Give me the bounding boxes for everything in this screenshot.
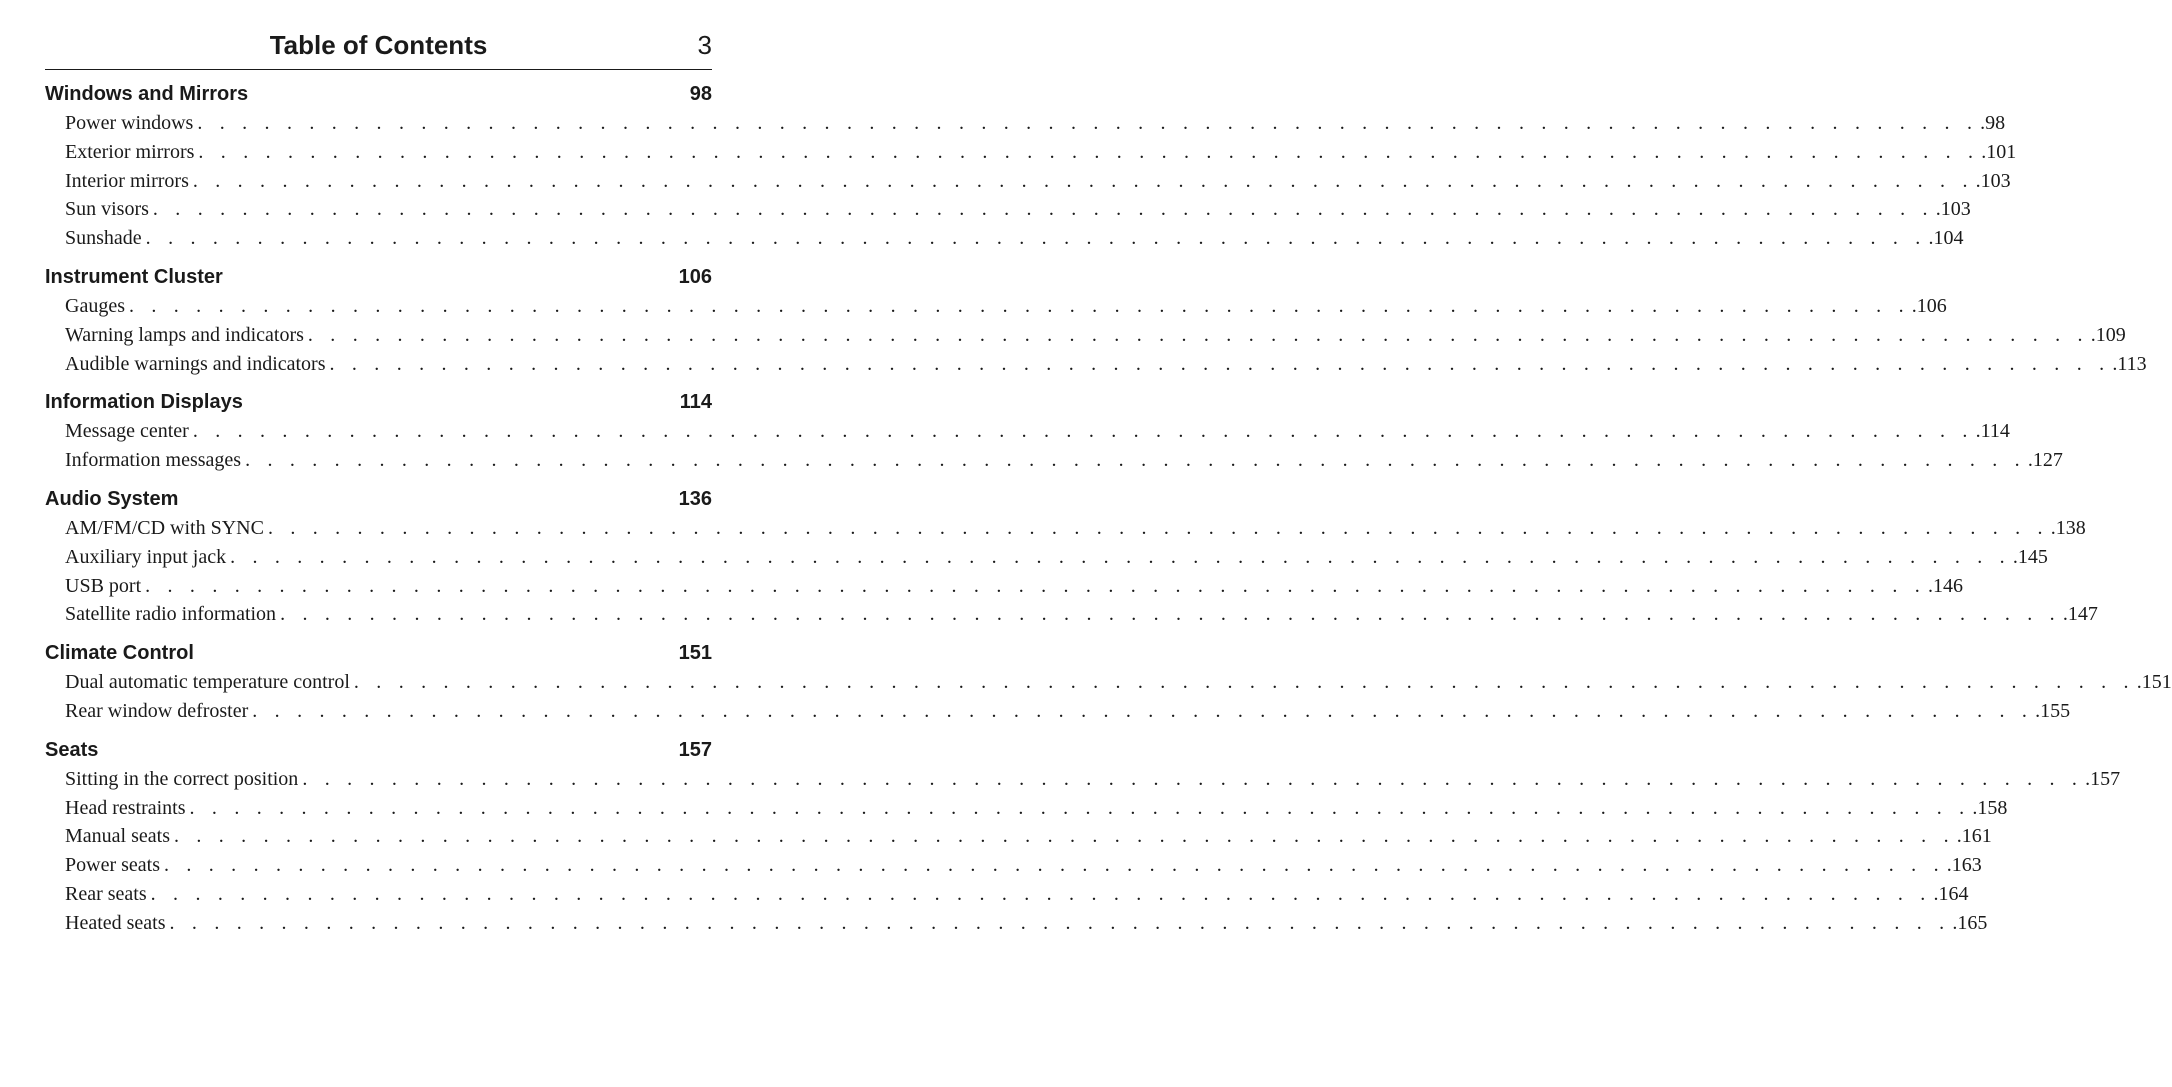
toc-entry[interactable] <box>45 417 2010 446</box>
entry-page: .103 <box>1935 198 1971 221</box>
section-page: 136 <box>678 487 712 510</box>
entry-label: Information messages <box>65 449 242 472</box>
section-page: 114 <box>679 391 712 414</box>
toc-entry[interactable] <box>45 195 1971 224</box>
entry-page: .103 <box>1975 169 2011 192</box>
entry-page: .113 <box>2112 352 2147 375</box>
toc-entry[interactable] <box>45 572 1963 601</box>
entry-label: Power seats <box>65 854 160 877</box>
toc-entry[interactable] <box>45 851 1982 880</box>
dot-leader: . . . . . . . . . . . . . . . . . . . . . . . . . . . . . . . . . . . . . . . . . . . . . . . . . . . . . . . . . . . . . . . . . . . . . . . . . . . . . . . . <box>128 294 1910 317</box>
entry-page: .163 <box>1946 854 1982 877</box>
dot-leader: . . . . . . . . . . . . . . . . . . . . . . . . . . . . . . . . . . . . . . . . . . . . . . . . . . . . . . . . . . . . . . . . . . . . . . . . . . . . . . . . <box>198 140 1980 163</box>
dot-leader: . . . . . . . . . . . . . . . . . . . . . . . . . . . . . . . . . . . . . . . . . . . . . . . . . . . . . . . . . . . . . . . . . . . . . . . . . . . . . . . . <box>173 825 1955 848</box>
entry-page: .101 <box>1981 140 2017 163</box>
dot-leader: . . . . . . . . . . . . . . . . . . . . . . . . . . . . . . . . . . . . . . . . . . . . . . . . . . . . . . . . . . . . . . . . . . . . . . . . . . . . . . . . <box>252 699 2034 722</box>
toc-entry[interactable] <box>45 224 1964 253</box>
toc-section <box>45 639 2172 726</box>
section-page: 106 <box>678 265 712 288</box>
entry-page: .145 <box>2012 545 2048 568</box>
dot-leader: . . . . . . . . . . . . . . . . . . . . . . . . . . . . . . . . . . . . . . . . . . . . . . . . . . . . . . . . . . . . . . . . . . . . . . . . . . . . . . . . <box>353 671 2135 694</box>
entry-label: Power windows <box>65 112 194 134</box>
entry-page: .138 <box>2050 516 2086 539</box>
section-heading[interactable] <box>45 263 712 292</box>
page-number: 3 <box>697 30 712 60</box>
entry-label: Auxiliary input jack <box>65 545 227 568</box>
entry-page: .158 <box>1972 796 2008 819</box>
toc-section <box>45 80 2017 253</box>
entry-label: Sitting in the correct position <box>65 767 299 790</box>
entry-page: .151 <box>2136 671 2172 694</box>
entry-label: Manual seats <box>65 825 170 848</box>
page-header <box>45 28 712 70</box>
dot-leader: . . . . . . . . . . . . . . . . . . . . . . . . . . . . . . . . . . . . . . . . . . . . . . . . . . . . . . . . . . . . . . . . . . . . . . . . . . . . . . . . <box>280 603 2061 626</box>
dot-leader: . . . . . . . . . . . . . . . . . . . . . . . . . . . . . . . . . . . . . . . . . . . . . . . . . . . . . . . . . . . . . . . . . . . . . . . . . . . . . . . . <box>245 449 2026 472</box>
dot-leader: . . . . . . . . . . . . . . . . . . . . . . . . . . . . . . . . . . . . . . . . . . . . . . . . . . . . . . . . . . . . . . . . . . . . . . . . . . . . . . . . <box>192 169 1974 192</box>
dot-leader: . . . . . . . . . . . . . . . . . . . . . . . . . . . . . . . . . . . . . . . . . . . . . . . . . . . . . . . . . . . . . . . . . . . . . . . . . . . . . . . . <box>163 854 1945 877</box>
entry-label: Head restraints <box>65 796 186 819</box>
section-heading[interactable] <box>45 388 712 417</box>
toc-section <box>45 388 2063 475</box>
dot-leader: . . . . . . . . . . . . . . . . . . . . . . . . . . . . . . . . . . . . . . . . . . . . . . . . . . . . . . . . . . . . . . . . . . . . . . . . . . . . . . . . <box>230 545 2011 568</box>
toc-entry[interactable] <box>45 600 2098 629</box>
entry-page: .164 <box>1933 882 1969 905</box>
dot-leader: . . . . . . . . . . . . . . . . . . . . . . . . . . . . . . . . . . . . . . . . . . . . . . . . . . . . . . . . . . . . . . . . . . . . . . . . . . . . . . . . <box>329 352 2111 375</box>
toc-entry[interactable] <box>45 765 2121 794</box>
entry-page: .109 <box>2090 323 2126 346</box>
toc-entry[interactable] <box>45 167 2011 196</box>
toc-entry[interactable] <box>45 514 2086 543</box>
entry-label: USB port <box>65 574 142 597</box>
dot-leader: . . . . . . . . . . . . . . . . . . . . . . . . . . . . . . . . . . . . . . . . . . . . . . . . . . . . . . . . . . . . . . . . . . . . . . . . . . . . . . . . <box>169 911 1951 934</box>
entry-label: Satellite radio information <box>65 603 277 626</box>
entry-page: .146 <box>1927 574 1963 597</box>
entry-page: .161 <box>1956 825 1992 848</box>
dot-leader: . . . . . . . . . . . . . . . . . . . . . . . . . . . . . . . . . . . . . . . . . . . . . . . . . . . . . . . . . . . . . . . . . . . . . . . . . . . . . . . . <box>150 882 1932 905</box>
entry-label: Warning lamps and indicators <box>65 323 304 346</box>
section-heading[interactable] <box>45 736 712 765</box>
entry-page: .98 <box>1980 112 2006 134</box>
entry-label: Audible warnings and indicators <box>65 352 326 375</box>
toc-section <box>45 485 2098 629</box>
dot-leader: . . . . . . . . . . . . . . . . . . . . . . . . . . . . . . . . . . . . . . . . . . . . . . . . . . . . . . . . . . . . . . . . . . . . . . . . . . . . . . . . <box>152 198 1934 221</box>
section-title: Seats <box>45 738 99 761</box>
entry-label: Dual automatic temperature control <box>65 671 350 694</box>
entry-page: .104 <box>1928 227 1964 250</box>
dot-leader: . . . . . . . . . . . . . . . . . . . . . . . . . . . . . . . . . . . . . . . . . . . . . . . . . . . . . . . . . . . . . . . . . . . . . . . . . . . . . . . . <box>192 420 1974 443</box>
toc-entry[interactable] <box>45 543 2048 572</box>
toc-entry[interactable] <box>45 350 2147 379</box>
section-page: 151 <box>678 642 712 665</box>
entry-page: .155 <box>2035 699 2071 722</box>
entry-page: .114 <box>1975 420 2010 443</box>
entry-label: AM/FM/CD with SYNC <box>65 516 264 539</box>
dot-leader: . . . . . . . . . . . . . . . . . . . . . . . . . . . . . . . . . . . . . . . . . . . . . . . . . . . . . . . . . . . . . . . . . . . . . . . . . . . . . . . . <box>197 112 1979 134</box>
section-page: 157 <box>678 738 712 761</box>
toc-entry[interactable] <box>45 794 2008 823</box>
entry-label: Heated seats <box>65 911 166 934</box>
entry-page: .127 <box>2027 449 2063 472</box>
entry-label: Sun visors <box>65 198 149 221</box>
section-title: Audio System <box>45 487 179 510</box>
section-title: Climate Control <box>45 642 194 665</box>
entry-page: .165 <box>1952 911 1988 934</box>
toc-entry[interactable] <box>45 446 2063 475</box>
entry-page: .106 <box>1911 294 1947 317</box>
toc-entry[interactable] <box>45 822 1992 851</box>
section-heading[interactable] <box>45 485 712 514</box>
table-of-contents <box>45 80 2172 948</box>
toc-entry[interactable] <box>45 668 2172 697</box>
dot-leader: . . . . . . . . . . . . . . . . . . . . . . . . . . . . . . . . . . . . . . . . . . . . . . . . . . . . . . . . . . . . . . . . . . . . . . . . . . . . . . . . <box>267 516 2049 539</box>
toc-entry[interactable] <box>45 697 2071 726</box>
toc-entry[interactable] <box>45 109 2006 138</box>
toc-entry[interactable] <box>45 880 1969 909</box>
dot-leader: . . . . . . . . . . . . . . . . . . . . . . . . . . . . . . . . . . . . . . . . . . . . . . . . . . . . . . . . . . . . . . . . . . . . . . . . . . . . . . . . <box>307 323 2089 346</box>
entry-page: .147 <box>2062 603 2098 626</box>
section-title: Information Displays <box>45 391 243 414</box>
section-page: 98 <box>689 83 712 105</box>
entry-label: Message center <box>65 420 189 443</box>
section-heading[interactable] <box>45 639 712 668</box>
toc-entry[interactable] <box>45 138 2017 167</box>
entry-label: Gauges <box>65 294 125 317</box>
dot-leader: . . . . . . . . . . . . . . . . . . . . . . . . . . . . . . . . . . . . . . . . . . . . . . . . . . . . . . . . . . . . . . . . . . . . . . . . . . . . . . . . <box>302 767 2084 790</box>
dot-leader: . . . . . . . . . . . . . . . . . . . . . . . . . . . . . . . . . . . . . . . . . . . . . . . . . . . . . . . . . . . . . . . . . . . . . . . . . . . . . . . . <box>189 796 1971 819</box>
entry-label: Interior mirrors <box>65 169 189 192</box>
entry-label: Rear seats <box>65 882 147 905</box>
entry-label: Exterior mirrors <box>65 140 195 163</box>
section-title: Instrument Cluster <box>45 265 223 288</box>
section-title: Windows and Mirrors <box>45 83 249 105</box>
toc-section <box>45 736 2121 938</box>
dot-leader: . . . . . . . . . . . . . . . . . . . . . . . . . . . . . . . . . . . . . . . . . . . . . . . . . . . . . . . . . . . . . . . . . . . . . . . . . . . . . . . . <box>145 227 1927 250</box>
section-heading[interactable] <box>45 80 712 109</box>
toc-entry[interactable] <box>45 321 2126 350</box>
dot-leader: . . . . . . . . . . . . . . . . . . . . . . . . . . . . . . . . . . . . . . . . . . . . . . . . . . . . . . . . . . . . . . . . . . . . . . . . . . . . . . . . <box>145 574 1926 597</box>
entry-label: Rear window defroster <box>65 699 249 722</box>
toc-section <box>45 263 2147 378</box>
toc-entry[interactable] <box>45 292 1947 321</box>
page-title: Table of Contents <box>269 30 488 60</box>
entry-label: Sunshade <box>65 227 142 250</box>
toc-entry[interactable] <box>45 909 1988 938</box>
entry-page: .157 <box>2085 767 2121 790</box>
